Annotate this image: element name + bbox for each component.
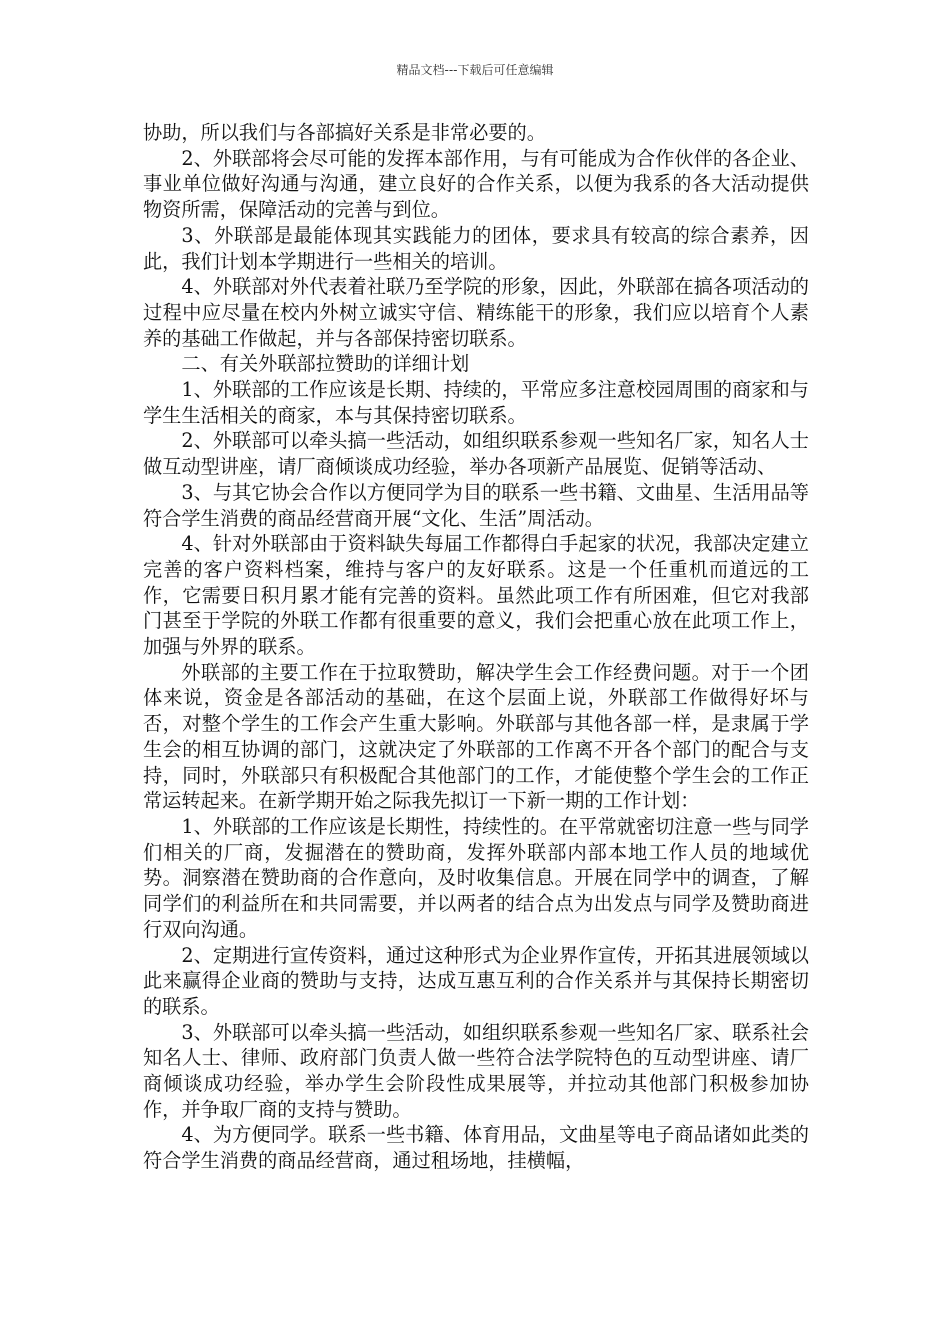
paragraph-10: 外联部的主要工作在于拉取赞助，解决学生会工作经费问题。对于一个团体来说，资金是各部活动的基础，在这个层面上说，外联部工作做得好坏与否，对整个学生的工作会产生重大影响。外联部与其他各部一样，是隶属于学生会的相互协调的部门，这就决定了外联部的工作离不开各个部门的配合与支持，同时，外联部只有积极配合其他部门的工作，才能使整个学生会的工作正常运转起来。在新学期开始之际我先拟订一下新一期的工作计划： [143,660,809,813]
paragraph-2: 2、外联部将会尽可能的发挥本部作用，与有可能成为合作伙伴的各企业、事业单位做好沟通与沟通，建立良好的合作关系，以便为我系的各大活动提供物资所需，保障活动的完善与到位。 [143,146,809,222]
paragraph-4: 4、外联部对外代表着社联乃至学院的形象，因此，外联部在搞各项活动的过程中应尽量在校内外树立诚实守信、精练能干的形象，我们应以培育个人素养的基础工作做起，并与各部保持密切联系。 [143,275,809,350]
document-body [143,120,809,1174]
paragraph-14: 4、为方便同学。联系一些书籍、体育用品，文曲星等电子商品诸如此类的符合学生消费的商品经营商，通过租场地，挂横幅， [143,1123,809,1173]
paragraph-8: 3、与其它协会合作以方便同学为目的联系一些书籍、文曲星、生活用品等符合学生消费的商品经营商开展“文化、生活”周活动。 [143,480,809,530]
section-heading: 二、有关外联部拉赞助的详细计划 [181,352,470,376]
paragraph-13: 3、外联部可以牵头搞一些活动，如组织联系参观一些知名厂家、联系社会知名人士、律师、政府部门负责人做一些符合法学院特色的互动型讲座、请厂商倾谈成功经验，举办学生会阶段性成果展等，并拉动其他部门积极参加协作，并争取厂商的支持与赞助。 [143,1020,809,1121]
paragraph-3: 3、外联部是最能体现其实践能力的团体，要求具有较高的综合素养，因此，我们计划本学期进行一些相关的培训。 [143,223,809,273]
paragraph-12: 2、定期进行宣传资料，通过这种形式为企业界作宣传，开拓其进展领域以此来赢得企业商的赞助与支持，达成互惠互利的合作关系并与其保持长期密切的联系。 [143,943,809,1018]
page-header: 精品文档---下载后可任意编辑 [396,63,554,77]
paragraph-1: 协助，所以我们与各部搞好关系是非常必要的。 [143,121,546,144]
paragraph-11: 1、外联部的工作应该是长期性，持续性的。在平常就密切注意一些与同学们相关的厂商，发掘潜在的赞助商，发挥外联部内部本地工作人员的地域优势。洞察潜在赞助商的合作意向，及时收集信息。开展在同学中的调查，了解同学们的利益所在和共同需要，并以两者的结合点为出发点与同学及赞助商进行双向沟通。 [143,814,809,941]
paragraph-9: 4、针对外联部由于资料缺失每届工作都得白手起家的状况，我部决定建立完善的客户资料档案，维持与客户的友好联系。这是一个任重机而道远的工作，它需要日积月累才能有完善的资料。虽然此项工作有所困难，但它对我部门甚至于学院的外联工作都有很重要的意义，我们会把重心放在此项工作上，加强与外界的联系。 [143,532,809,659]
paragraph-6: 1、外联部的工作应该是长期、持续的，平常应多注意校园周围的商家和与学生生活相关的商家，本与其保持密切联系。 [143,378,809,427]
paragraph-7: 2、外联部可以牵头搞一些活动，如组织联系参观一些知名厂家，知名人士做互动型讲座，请厂商倾谈成功经验，举办各项新产品展览、促销等活动、 [143,429,809,479]
